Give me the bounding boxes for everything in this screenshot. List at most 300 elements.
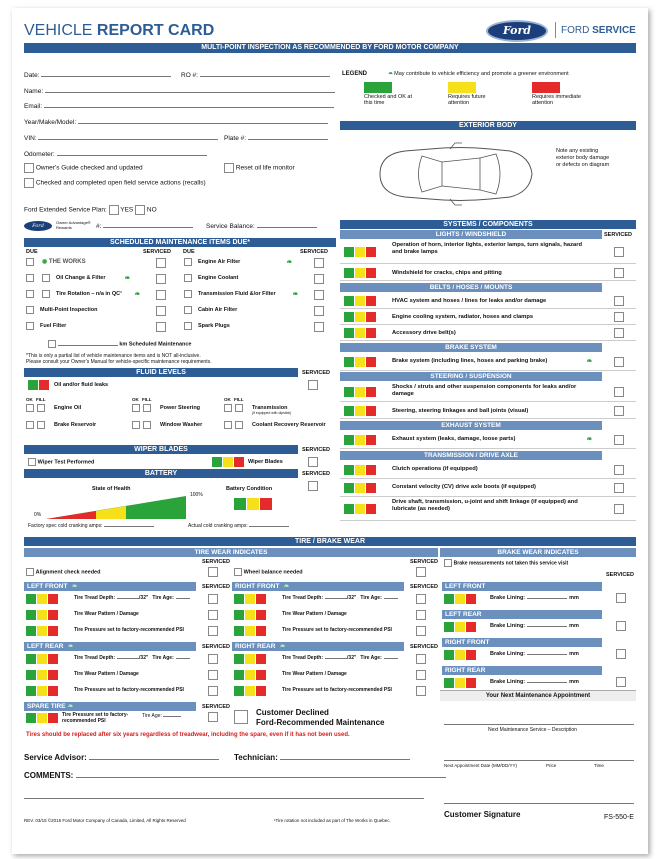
tire-rf-psi-swatches[interactable]: [234, 626, 267, 636]
sys-b3-swatches[interactable]: [344, 328, 377, 338]
tech-line[interactable]: [280, 759, 410, 760]
sys-e1-red[interactable]: [366, 435, 376, 445]
tire-rf-depth-yellow[interactable]: [245, 594, 255, 604]
appt-date-line[interactable]: [444, 760, 634, 761]
sys-b2-swatches[interactable]: [344, 312, 377, 322]
tire-lr-depth-serviced-checkbox[interactable]: [208, 654, 218, 664]
appt-desc-line[interactable]: [444, 724, 634, 725]
sys-t2-green[interactable]: [344, 483, 354, 493]
brake-lf-red[interactable]: [466, 594, 476, 604]
spare-age-field[interactable]: [142, 713, 181, 719]
sched-right-2-serviced-box[interactable]: [314, 290, 324, 300]
sys-e1-serviced-checkbox[interactable]: [614, 435, 624, 445]
brake-rr-serviced-checkbox[interactable]: [616, 677, 626, 687]
sys-l2-yellow[interactable]: [355, 268, 365, 278]
vin-line[interactable]: [38, 139, 218, 140]
sched-left-0-serviced-box[interactable]: [156, 258, 166, 268]
fluid-5-fill-box[interactable]: [235, 421, 243, 429]
tire-lf-psi-serviced-checkbox[interactable]: [208, 626, 218, 636]
wiper-test-checkbox[interactable]: [28, 458, 36, 466]
fluid-2-ok-box[interactable]: [224, 404, 232, 412]
sched-right-0-due-box[interactable]: [184, 258, 192, 266]
sys-br1-red[interactable]: [366, 357, 376, 367]
sched-left-1-serviced-box[interactable]: [156, 274, 166, 284]
battery-spec[interactable]: [28, 523, 154, 529]
sched-left-2-sub-box[interactable]: [42, 290, 50, 298]
sched-right-0-serviced-checkbox[interactable]: [314, 258, 324, 268]
technician-field[interactable]: [234, 753, 410, 762]
tire-rf-pattern-green[interactable]: [234, 610, 244, 620]
fluid-5-ok-box[interactable]: [224, 421, 232, 429]
sys-s1-swatches[interactable]: [344, 387, 377, 397]
sys-b3-green[interactable]: [344, 328, 354, 338]
sys-t3-serviced-checkbox[interactable]: [614, 504, 624, 514]
tire-rr-depth-line[interactable]: [325, 658, 347, 659]
fluid-5-ok-checkbox[interactable]: [224, 421, 232, 429]
tire-rr-pattern-yellow[interactable]: [245, 670, 255, 680]
tire-rr-psi-serviced-checkbox[interactable]: [416, 686, 426, 696]
brake-rr-yellow[interactable]: [455, 678, 465, 688]
fluid-3-ok-checkbox[interactable]: [26, 421, 34, 429]
brake-lr-red[interactable]: [466, 622, 476, 632]
name-line[interactable]: [45, 92, 335, 93]
tire-rr-psi-red[interactable]: [256, 686, 266, 696]
fluid-5-fill-checkbox[interactable]: [235, 421, 243, 429]
sched-left-1-sub-box[interactable]: [42, 274, 50, 282]
tire-rf-depth-line[interactable]: [325, 598, 347, 599]
spare-serviced-box[interactable]: [208, 712, 218, 722]
tire-rf-depth-swatches[interactable]: [234, 594, 267, 604]
brake-lr-green[interactable]: [444, 622, 454, 632]
sched-left-2-due-checkbox[interactable]: [26, 290, 34, 298]
sys-e1-green[interactable]: [344, 435, 354, 445]
battery-actual[interactable]: [188, 523, 289, 529]
sched-right-1-serviced-checkbox[interactable]: [314, 274, 324, 284]
fluid-3-fill-checkbox[interactable]: [37, 421, 45, 429]
fluid-2-fill-box[interactable]: [235, 404, 243, 412]
sys-l2-red[interactable]: [366, 268, 376, 278]
tire-lf-depth-swatches[interactable]: [26, 594, 59, 604]
fluid-4-fill-box[interactable]: [143, 421, 151, 429]
vin-field[interactable]: [24, 135, 218, 142]
sys-b3-yellow[interactable]: [355, 328, 365, 338]
sys-t3-yellow[interactable]: [355, 504, 365, 514]
sys-s2-serviced-checkbox[interactable]: [614, 406, 624, 416]
wiper-green[interactable]: [212, 457, 222, 467]
brake-lf-green[interactable]: [444, 594, 454, 604]
km-line[interactable]: [48, 340, 191, 348]
sched-right-2-due-checkbox[interactable]: [184, 290, 192, 298]
tire-lf-psi-swatches[interactable]: [26, 626, 59, 636]
signature-line[interactable]: [444, 803, 634, 804]
brake-rf-yellow[interactable]: [455, 650, 465, 660]
sys-s1-green[interactable]: [344, 387, 354, 397]
sched-left-2-serviced-checkbox[interactable]: [156, 290, 166, 300]
email-line[interactable]: [44, 107, 334, 108]
sys-s2-serviced-box[interactable]: [614, 406, 624, 416]
reset-oil-check[interactable]: [224, 163, 295, 173]
tire-lr-depth-swatches[interactable]: [26, 654, 59, 664]
sys-l2-swatches[interactable]: [344, 268, 377, 278]
sys-b3-serviced-box[interactable]: [614, 328, 624, 338]
brake-rr-serviced-box[interactable]: [616, 677, 626, 687]
sched-right-4-serviced-box[interactable]: [314, 322, 324, 332]
brake-lf-serviced-checkbox[interactable]: [616, 593, 626, 603]
sched-right-2-due-box[interactable]: [184, 290, 192, 298]
tire-lr-psi-red[interactable]: [48, 686, 58, 696]
sys-br1-serviced-checkbox[interactable]: [614, 357, 624, 367]
brake-lf-yellow[interactable]: [455, 594, 465, 604]
tire-rf-depth-serviced-box[interactable]: [416, 594, 426, 604]
sys-b2-yellow[interactable]: [355, 312, 365, 322]
comments-field[interactable]: [24, 771, 446, 780]
name-field[interactable]: [24, 88, 335, 95]
sys-t1-green[interactable]: [344, 465, 354, 475]
sys-s1-yellow[interactable]: [355, 387, 365, 397]
sched-left-2-serviced-box[interactable]: [156, 290, 166, 300]
tire-lr-psi-green[interactable]: [26, 686, 36, 696]
spare-serviced-checkbox[interactable]: [208, 712, 218, 722]
plate-field[interactable]: [224, 135, 328, 142]
sys-s2-swatches[interactable]: [344, 406, 377, 416]
sys-br1-green[interactable]: [344, 357, 354, 367]
plate-line[interactable]: [248, 139, 328, 140]
tire-lr-pattern-yellow[interactable]: [37, 670, 47, 680]
tire-rr-psi-swatches[interactable]: [234, 686, 267, 696]
brake-lr-lining-field[interactable]: [490, 623, 579, 629]
sys-s1-serviced-box[interactable]: [614, 387, 624, 397]
fluid-3-ok-box[interactable]: [26, 421, 34, 429]
sched-right-3-serviced-box[interactable]: [314, 306, 324, 316]
comments-line-1[interactable]: [76, 777, 446, 778]
service-balance-field[interactable]: [206, 223, 317, 230]
wiper-test[interactable]: [28, 458, 94, 466]
tire-rf-psi-serviced-checkbox[interactable]: [416, 626, 426, 636]
sched-left-1-due-checkbox[interactable]: [26, 274, 34, 282]
tire-lf-depth-field[interactable]: [74, 595, 190, 601]
spare-age-line[interactable]: [163, 716, 181, 717]
brake-rr-red[interactable]: [466, 678, 476, 688]
tire-lr-depth-red[interactable]: [48, 654, 58, 664]
sched-left-3-due-box[interactable]: [26, 306, 34, 314]
brake-lr-serviced-box[interactable]: [616, 621, 626, 631]
brake-lr-yellow[interactable]: [455, 622, 465, 632]
tire-lf-pattern-serviced-box[interactable]: [208, 610, 218, 620]
sched-right-0-serviced-box[interactable]: [314, 258, 324, 268]
tire-lr-depth-yellow[interactable]: [37, 654, 47, 664]
recalls-check[interactable]: [24, 178, 206, 188]
tire-rf-psi-yellow[interactable]: [245, 626, 255, 636]
sys-t2-yellow[interactable]: [355, 483, 365, 493]
odometer-line[interactable]: [57, 155, 207, 156]
service-advisor-field[interactable]: [24, 753, 219, 762]
tire-rr-depth-serviced-box[interactable]: [416, 654, 426, 664]
sched-right-3-due-checkbox[interactable]: [184, 306, 192, 314]
leaks-serviced-box[interactable]: [308, 380, 318, 390]
tire-rf-depth-serviced-checkbox[interactable]: [416, 594, 426, 604]
sched-left-4-due-box[interactable]: [26, 322, 34, 330]
fluid-1-ok-box[interactable]: [132, 404, 140, 412]
sys-b2-serviced-box[interactable]: [614, 312, 624, 322]
brake-not-taken-checkbox[interactable]: [444, 559, 452, 567]
tire-lf-psi-serviced-box[interactable]: [208, 626, 218, 636]
battery-yellow[interactable]: [247, 498, 259, 510]
tire-lr-psi-serviced-box[interactable]: [208, 686, 218, 696]
tire-rr-psi-serviced-box[interactable]: [416, 686, 426, 696]
tire-rf-depth-red[interactable]: [256, 594, 266, 604]
balance-serviced-box[interactable]: [416, 567, 426, 577]
tire-lf-pattern-serviced-checkbox[interactable]: [208, 610, 218, 620]
tire-rf-psi-green[interactable]: [234, 626, 244, 636]
tire-rr-pattern-swatches[interactable]: [234, 670, 267, 680]
wiper-serviced-box[interactable]: [308, 457, 318, 467]
ro-field[interactable]: [181, 72, 330, 79]
tire-lf-age-line[interactable]: [176, 598, 190, 599]
sys-t1-serviced-box[interactable]: [614, 465, 624, 475]
battery-serviced-box[interactable]: [308, 481, 318, 491]
sched-right-1-due-box[interactable]: [184, 274, 192, 282]
leaks-green[interactable]: [28, 380, 38, 390]
tire-lr-pattern-green[interactable]: [26, 670, 36, 680]
sys-b1-red[interactable]: [366, 296, 376, 306]
spare-yellow[interactable]: [37, 713, 47, 723]
date-field[interactable]: [24, 72, 171, 79]
tire-rr-depth-serviced-checkbox[interactable]: [416, 654, 426, 664]
tire-rr-pattern-green[interactable]: [234, 670, 244, 680]
sys-l2-serviced-checkbox[interactable]: [614, 268, 624, 278]
tire-rr-psi-yellow[interactable]: [245, 686, 255, 696]
sys-s1-red[interactable]: [366, 387, 376, 397]
tire-lf-pattern-yellow[interactable]: [37, 610, 47, 620]
tire-lf-depth-serviced-checkbox[interactable]: [208, 594, 218, 604]
sched-left-2-due-box[interactable]: [26, 290, 34, 298]
sched-left-3-serviced-checkbox[interactable]: [156, 306, 166, 316]
battery-spec-line[interactable]: [104, 526, 154, 527]
tire-rf-depth-field[interactable]: [282, 595, 398, 601]
brake-lr-lining-line[interactable]: [527, 626, 567, 627]
tire-lf-psi-green[interactable]: [26, 626, 36, 636]
sys-l2-serviced-box[interactable]: [614, 268, 624, 278]
tire-rf-pattern-red[interactable]: [256, 610, 266, 620]
tire-rr-pattern-red[interactable]: [256, 670, 266, 680]
advisor-line[interactable]: [89, 759, 219, 760]
sys-b3-serviced-checkbox[interactable]: [614, 328, 624, 338]
sys-t2-red[interactable]: [366, 483, 376, 493]
brake-lf-serviced-box[interactable]: [616, 593, 626, 603]
esp-no-checkbox[interactable]: [135, 205, 145, 215]
brake-lf-swatches[interactable]: [444, 594, 477, 604]
fluid-4-ok-checkbox[interactable]: [132, 421, 140, 429]
battery-actual-line[interactable]: [249, 526, 289, 527]
balance-serviced-checkbox[interactable]: [416, 567, 426, 577]
sched-left-4-serviced-checkbox[interactable]: [156, 322, 166, 332]
sys-b2-red[interactable]: [366, 312, 376, 322]
sys-br1-yellow[interactable]: [355, 357, 365, 367]
tire-rr-depth-red[interactable]: [256, 654, 266, 664]
tire-lr-pattern-red[interactable]: [48, 670, 58, 680]
battery-red[interactable]: [260, 498, 272, 510]
sys-t1-swatches[interactable]: [344, 465, 377, 475]
leaks-red[interactable]: [39, 380, 49, 390]
fluid-0-fill-box[interactable]: [37, 404, 45, 412]
sys-s1-serviced-checkbox[interactable]: [614, 387, 624, 397]
sched-left-0-due-box[interactable]: [26, 258, 34, 266]
tire-lf-psi-yellow[interactable]: [37, 626, 47, 636]
car-diagram[interactable]: [360, 134, 540, 214]
tire-rr-psi-green[interactable]: [234, 686, 244, 696]
owners-guide-check[interactable]: [24, 163, 143, 173]
tire-lf-depth-red[interactable]: [48, 594, 58, 604]
sched-right-4-due-checkbox[interactable]: [184, 322, 192, 330]
sys-t3-swatches[interactable]: [344, 504, 377, 514]
tire-rf-depth-green[interactable]: [234, 594, 244, 604]
sys-t1-serviced-checkbox[interactable]: [614, 465, 624, 475]
brake-rf-lining-field[interactable]: [490, 651, 579, 657]
battery-cond-swatches[interactable]: [234, 498, 273, 510]
sched-right-0-due-checkbox[interactable]: [184, 258, 192, 266]
fluid-2-fill-checkbox[interactable]: [235, 404, 243, 412]
fluid-3-fill-box[interactable]: [37, 421, 45, 429]
brake-lr-serviced-checkbox[interactable]: [616, 621, 626, 631]
esp-yes-checkbox[interactable]: [109, 205, 119, 215]
tire-rr-pattern-serviced-box[interactable]: [416, 670, 426, 680]
sched-left-1-serviced-checkbox[interactable]: [156, 274, 166, 284]
sys-l1-red[interactable]: [366, 247, 376, 257]
spare-green[interactable]: [26, 713, 36, 723]
sys-e1-serviced-box[interactable]: [614, 435, 624, 445]
tire-rf-psi-red[interactable]: [256, 626, 266, 636]
sys-b3-red[interactable]: [366, 328, 376, 338]
km-input[interactable]: [58, 345, 118, 346]
tire-lr-pattern-swatches[interactable]: [26, 670, 59, 680]
tire-lr-pattern-serviced-box[interactable]: [208, 670, 218, 680]
sys-b1-serviced-checkbox[interactable]: [614, 296, 624, 306]
battery-serviced-checkbox[interactable]: [308, 481, 318, 491]
sys-s2-yellow[interactable]: [355, 406, 365, 416]
sys-br1-swatches[interactable]: [344, 357, 377, 367]
sched-right-2-serviced-checkbox[interactable]: [314, 290, 324, 300]
fluid-0-fill-checkbox[interactable]: [37, 404, 45, 412]
tire-rf-pattern-serviced-checkbox[interactable]: [416, 610, 426, 620]
sys-l1-green[interactable]: [344, 247, 354, 257]
comments-line-2[interactable]: [24, 798, 424, 799]
sys-b2-serviced-checkbox[interactable]: [614, 312, 624, 322]
tire-rf-pattern-serviced-box[interactable]: [416, 610, 426, 620]
sched-right-3-serviced-checkbox[interactable]: [314, 306, 324, 316]
tire-lf-pattern-red[interactable]: [48, 610, 58, 620]
tire-lf-depth-yellow[interactable]: [37, 594, 47, 604]
battery-health-gauge[interactable]: [46, 494, 196, 520]
balance-check[interactable]: [234, 568, 303, 576]
brake-rf-serviced-checkbox[interactable]: [616, 649, 626, 659]
tire-lr-depth-field[interactable]: [74, 655, 190, 661]
balance-checkbox[interactable]: [234, 568, 242, 576]
fluid-leaks-swatches[interactable]: [28, 380, 50, 390]
battery-green[interactable]: [234, 498, 246, 510]
service-balance-line[interactable]: [257, 227, 317, 228]
wiper-swatches[interactable]: [212, 457, 245, 467]
tire-rr-depth-swatches[interactable]: [234, 654, 267, 664]
tire-lf-depth-line[interactable]: [117, 598, 139, 599]
sys-t3-red[interactable]: [366, 504, 376, 514]
tire-rf-pattern-swatches[interactable]: [234, 610, 267, 620]
ymm-field[interactable]: [24, 119, 328, 126]
sys-l2-green[interactable]: [344, 268, 354, 278]
tire-lf-depth-serviced-box[interactable]: [208, 594, 218, 604]
fluid-4-ok-box[interactable]: [132, 421, 140, 429]
sys-b1-serviced-box[interactable]: [614, 296, 624, 306]
fluid-0-ok-box[interactable]: [26, 404, 34, 412]
tire-rf-age-line[interactable]: [384, 598, 398, 599]
rewards-line[interactable]: [103, 227, 193, 228]
spare-swatches[interactable]: [26, 713, 59, 723]
ro-line[interactable]: [200, 76, 330, 77]
tire-lf-depth-green[interactable]: [26, 594, 36, 604]
tire-lr-psi-serviced-checkbox[interactable]: [208, 686, 218, 696]
brake-rf-red[interactable]: [466, 650, 476, 660]
sched-left-0-due-checkbox[interactable]: [26, 258, 34, 266]
sys-t2-serviced-checkbox[interactable]: [614, 483, 624, 493]
sched-left-3-due-checkbox[interactable]: [26, 306, 34, 314]
sched-right-1-due-checkbox[interactable]: [184, 274, 192, 282]
wiper-red[interactable]: [234, 457, 244, 467]
sched-left-0-serviced-checkbox[interactable]: [156, 258, 166, 268]
alignment-check[interactable]: [26, 568, 100, 576]
tire-lr-depth-serviced-box[interactable]: [208, 654, 218, 664]
sys-l1-serviced-checkbox[interactable]: [614, 247, 624, 257]
owners-guide-checkbox[interactable]: [24, 163, 34, 173]
brake-lr-swatches[interactable]: [444, 622, 477, 632]
sys-b1-yellow[interactable]: [355, 296, 365, 306]
sched-left-1-sub-checkbox[interactable]: [42, 274, 50, 282]
brake-rr-swatches[interactable]: [444, 678, 477, 688]
sys-l1-swatches[interactable]: [344, 247, 377, 257]
wiper-serviced-checkbox[interactable]: [308, 457, 318, 467]
leaks-serviced-checkbox[interactable]: [308, 380, 318, 390]
alignment-checkbox[interactable]: [26, 568, 34, 576]
sys-t3-green[interactable]: [344, 504, 354, 514]
rewards-number-field[interactable]: [96, 223, 193, 230]
odometer-field[interactable]: [24, 151, 207, 158]
sys-l1-serviced-box[interactable]: [614, 247, 624, 257]
ymm-line[interactable]: [78, 123, 328, 124]
sched-right-3-due-box[interactable]: [184, 306, 192, 314]
date-line[interactable]: [41, 76, 171, 77]
brake-rf-green[interactable]: [444, 650, 454, 660]
sys-t2-swatches[interactable]: [344, 483, 377, 493]
recalls-checkbox[interactable]: [24, 178, 34, 188]
brake-not-taken[interactable]: [444, 559, 568, 567]
tire-rr-pattern-serviced-checkbox[interactable]: [416, 670, 426, 680]
sys-t2-serviced-box[interactable]: [614, 483, 624, 493]
sys-br1-serviced-box[interactable]: [614, 357, 624, 367]
tire-rr-depth-yellow[interactable]: [245, 654, 255, 664]
brake-lf-lining-line[interactable]: [527, 598, 567, 599]
brake-lf-lining-field[interactable]: [490, 595, 579, 601]
tire-lr-age-line[interactable]: [176, 658, 190, 659]
fluid-1-ok-checkbox[interactable]: [132, 404, 140, 412]
brake-rf-serviced-box[interactable]: [616, 649, 626, 659]
sched-right-1-serviced-box[interactable]: [314, 274, 324, 284]
sched-left-2-sub-checkbox[interactable]: [42, 290, 50, 298]
brake-rr-green[interactable]: [444, 678, 454, 688]
customer-declined-checkbox[interactable]: [234, 710, 248, 724]
km-checkbox[interactable]: [48, 340, 56, 348]
tire-lr-depth-green[interactable]: [26, 654, 36, 664]
sched-left-1-due-box[interactable]: [26, 274, 34, 282]
sched-right-4-serviced-checkbox[interactable]: [314, 322, 324, 332]
sys-l1-yellow[interactable]: [355, 247, 365, 257]
